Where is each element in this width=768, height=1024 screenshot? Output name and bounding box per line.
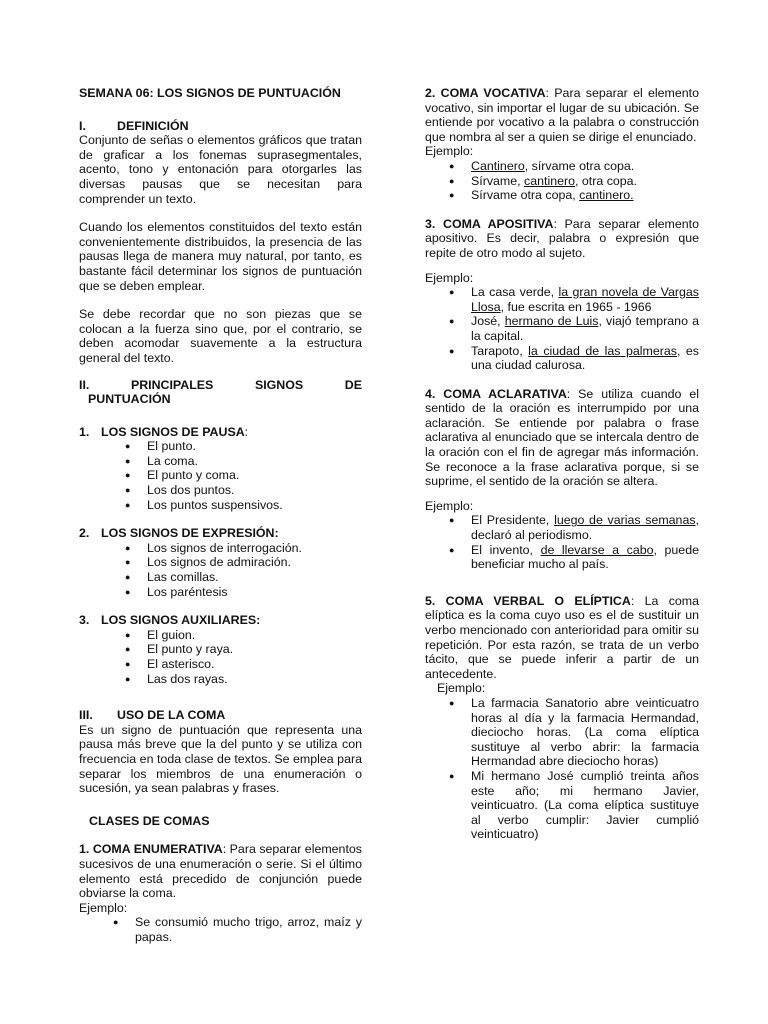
item-text: El punto y raya. (147, 642, 234, 657)
item-text: Los signos de interrogación. (147, 540, 302, 555)
auxiliares-label: LOS SIGNOS AUXILIARES: (101, 613, 261, 628)
underlined-text: la gran novela de Vargas Llosa (471, 285, 699, 314)
heading-word: PRINCIPALES (130, 377, 214, 392)
bullet-icon: ● (125, 659, 131, 669)
list-item (125, 627, 362, 643)
text-pre: Sírvame otra copa, (471, 188, 580, 203)
enumerativa-text: : Para separar elementos sucesivos de una enumeración o serie. Si el último elemento está precedido de conjunción puede obviarse la coma. (79, 842, 362, 901)
item-text: La farmacia Sanatorio abre veinticuatro horas al día y la farmacia Hermandad, dieciocho horas. (La coma elíptica sustituye al verbo abrir: la farmacia Hermandad abre dieciocho horas) (471, 695, 699, 769)
aclarativa-label: COMA ACLARATIVA (443, 386, 567, 401)
bullet-icon: ● (125, 572, 131, 583)
ejemplo-label: Ejemplo: (425, 498, 474, 513)
list-number: 1. (79, 424, 90, 439)
ejemplo-label: Ejemplo: (425, 270, 474, 285)
list-item (449, 285, 699, 314)
section-number: II. (79, 377, 90, 392)
item-text: La coma. (147, 453, 198, 468)
uso-paragraph: Es un signo de puntuación que representa una pausa más breve que la del punto y se utiliza con frecuencia en toda clase de textos. Se emplea para separar los miembros de una enumeración o sucesión, ya sean palabras y frases. (79, 722, 362, 796)
definition-paragraph-2: Cuando los elementos constituidos del texto están convenientemente distribuidos, la presencia de las pausas llega de manera muy natural, por tanto, es bastante fácil determinar los signos de puntuación que se deben emplear. (79, 220, 362, 293)
bullet-icon: ● (125, 441, 131, 452)
list-item (449, 314, 699, 343)
list-item (125, 540, 362, 556)
expresion-heading (79, 526, 362, 541)
bullet-icon: ● (449, 316, 455, 327)
list-item (125, 555, 362, 570)
list-item (449, 158, 699, 174)
eliptica-paragraph (425, 594, 699, 682)
bullet-icon: ● (449, 544, 455, 555)
list-item (449, 188, 699, 203)
text-post: , viajó temprano a la capital. (471, 314, 699, 343)
text-post: , es una ciudad calurosa. (471, 343, 699, 373)
heading-word: SIGNOS (254, 377, 304, 392)
list-number: 3. (79, 613, 90, 628)
list-item (125, 497, 362, 513)
underlined-text: cantinero. (579, 188, 634, 203)
underlined-text: de llevarse a cabo (540, 542, 654, 557)
apositiva-label: COMA APOSITIVA (443, 216, 554, 231)
bullet-icon: ● (125, 644, 131, 655)
list-item (125, 439, 362, 454)
section-principales-heading (79, 378, 362, 407)
text-pre: Sírvame, (471, 173, 525, 188)
vocativa-paragraph (425, 86, 699, 144)
pausa-heading (79, 425, 362, 440)
list-item (113, 915, 362, 944)
list-item (449, 768, 699, 842)
aclarativa-paragraph (425, 387, 699, 489)
underlined-text: Cantinero (471, 158, 525, 173)
bullet-icon: ● (113, 917, 119, 928)
list-item (449, 513, 699, 543)
apositiva-examples (425, 285, 699, 373)
text-pre: Tarapoto, (471, 343, 529, 358)
enumerativa-examples (89, 915, 362, 944)
definition-paragraph-3: Se debe recordar que no son piezas que se colocan a la fuerza sino que, por el contrario, se deben acomodar suavemente a la estructura general del texto. (79, 307, 362, 365)
section-uso-heading (79, 708, 362, 723)
bullet-icon: ● (449, 770, 455, 781)
bullet-icon: ● (125, 586, 131, 597)
ejemplo-label: Ejemplo: (437, 681, 486, 696)
bullet-icon: ● (125, 629, 131, 640)
item-text: El guion. (147, 627, 196, 642)
item-text: Los puntos suspensivos. (147, 497, 283, 512)
text-post: , puede beneficiar mucho al país. (471, 542, 699, 572)
aclarativa-text: : Se utiliza cuando el sentido de la oración es interrumpido por una aclaración. Se entiende por palabra o frase aclarativa al enunciado que se intercala dentro de la oración con el fin de agregar más información. Se reconoce a la frase aclarativa porque, si se suprime, el sentido de la oración se altera. (425, 386, 699, 489)
ejemplo-label: Ejemplo: (79, 900, 128, 915)
bullet-icon: ● (449, 190, 455, 201)
list-item (449, 173, 699, 189)
item-text: El punto. (147, 439, 196, 454)
item-number: 1. (79, 842, 90, 857)
list-item (125, 657, 362, 672)
apositiva-text: : Para separar elemento apositivo. Es decir, palabra o expresión que repite de otro modo al sujeto. (425, 216, 699, 260)
ejemplo-label: Ejemplo: (425, 144, 474, 159)
definition-paragraph-1: Conjunto de señas o elementos gráficos que tratan de graficar a los fonemas suprasegmentales, acento, tono y entonación para otorgarles las diversas pausas que se necesitan para comprender un texto. (79, 133, 362, 206)
underlined-text: hermano de Luis (504, 314, 599, 329)
bullet-icon: ● (125, 485, 131, 496)
underlined-text: cantinero (524, 173, 576, 188)
text-post: , otra copa. (575, 173, 638, 188)
list-item (125, 468, 362, 483)
section-number: I. (79, 118, 86, 133)
item-number: 5. (425, 593, 436, 608)
vocativa-text: : Para separar el elemento vocativo, sin importar el lugar de su ubicación. Se entiende por vocativo a la palabra o construcción que nombra al ser a quien se dirige el enunciado. (425, 86, 699, 144)
item-text: El asterisco. (147, 657, 215, 671)
section-number: III. (79, 708, 93, 723)
item-text: Se consumió mucho trigo, arroz, maíz y papas. (135, 915, 362, 944)
list-item (449, 542, 699, 572)
list-item (125, 642, 362, 657)
apositiva-paragraph (425, 217, 699, 261)
bullet-icon: ● (125, 542, 131, 553)
text-pre: La casa verde, (471, 285, 559, 300)
auxiliares-heading (79, 613, 362, 628)
text-pre: José, (471, 314, 505, 329)
section-label: DEFINICIÓN (117, 118, 189, 133)
text-post: , sírvame otra copa. (524, 158, 635, 173)
bullet-icon: ● (449, 287, 455, 298)
item-text: Los paréntesis (147, 584, 228, 599)
pausa-label: LOS SIGNOS DE PAUSA (101, 424, 245, 439)
list-item (125, 570, 362, 585)
text-pre: El invento, (471, 542, 541, 557)
underlined-text: la ciudad de las palmeras (528, 343, 677, 358)
bullet-icon: ● (449, 175, 455, 186)
item-text: Mi hermano José cumplió treinta años este año; mi hermano Javier, veinticuatro. (La coma elíptica sustituye al verbo cumplir: Javier cumplió veinticuatro) (471, 768, 699, 842)
eliptica-text: : La coma elíptica es la coma cuyo uso es el de sustituir un verbo mencionado con anterioridad para omitir su repetición. Por esta razón, se trata de un verbo tácito, que se puede inferir a partir de un antecedente. (425, 593, 699, 681)
text-pre: El Presidente, (471, 513, 555, 528)
list-item (125, 584, 362, 600)
list-number: 2. (79, 526, 90, 541)
item-text: Las comillas. (147, 570, 219, 585)
aclarativa-examples (425, 513, 699, 571)
list-item (125, 483, 362, 498)
item-text: Los dos puntos. (147, 483, 235, 498)
heading-line-2: PUNTUACIÓN (88, 392, 171, 407)
list-item (125, 671, 362, 687)
bullet-icon: ● (449, 160, 455, 171)
auxiliares-list (79, 628, 362, 686)
expresion-label: LOS SIGNOS DE EXPRESIÓN: (101, 526, 279, 541)
enumerativa-label: COMA ENUMERATIVA (92, 842, 223, 857)
item-text: Las dos rayas. (147, 671, 228, 686)
heading-word: DE (344, 377, 362, 392)
vocativa-label: COMA VOCATIVA (440, 86, 546, 100)
section-label: USO DE LA COMA (117, 708, 226, 723)
bullet-icon: ● (125, 557, 131, 568)
list-item (449, 695, 699, 769)
clases-heading: CLASES DE COMAS (89, 813, 210, 828)
section-definicion-heading (79, 119, 362, 134)
vocativa-examples (425, 159, 699, 203)
item-number: 3. (425, 216, 436, 231)
item-number: 2. (425, 86, 436, 100)
eliptica-examples (425, 696, 699, 842)
list-item (125, 453, 362, 469)
expresion-list (79, 541, 362, 599)
right-column (425, 86, 699, 842)
underlined-text: luego de varias semanas (554, 513, 696, 528)
bullet-icon: ● (449, 697, 455, 708)
bullet-icon: ● (449, 345, 455, 356)
pausa-list (79, 439, 362, 512)
item-number: 4. (425, 386, 436, 401)
text-post: , declaró al periodismo. (471, 513, 699, 543)
colon: : (244, 424, 249, 439)
bullet-icon: ● (449, 515, 455, 526)
bullet-icon: ● (125, 455, 131, 466)
item-text: El punto y coma. (147, 468, 240, 483)
text-post: , fue escrita en 1965 - 1966 (500, 299, 652, 314)
left-column (79, 86, 362, 945)
bullet-icon: ● (125, 673, 131, 684)
enumerativa-paragraph (79, 842, 362, 900)
bullet-icon: ● (125, 470, 131, 481)
item-text: Los signos de admiración. (147, 555, 291, 570)
page-title: SEMANA 06: LOS SIGNOS DE PUNTUACIÓN (79, 86, 341, 100)
eliptica-label: COMA VERBAL O ELÍPTICA (445, 593, 631, 608)
list-item (449, 343, 699, 373)
bullet-icon: ● (125, 499, 131, 510)
